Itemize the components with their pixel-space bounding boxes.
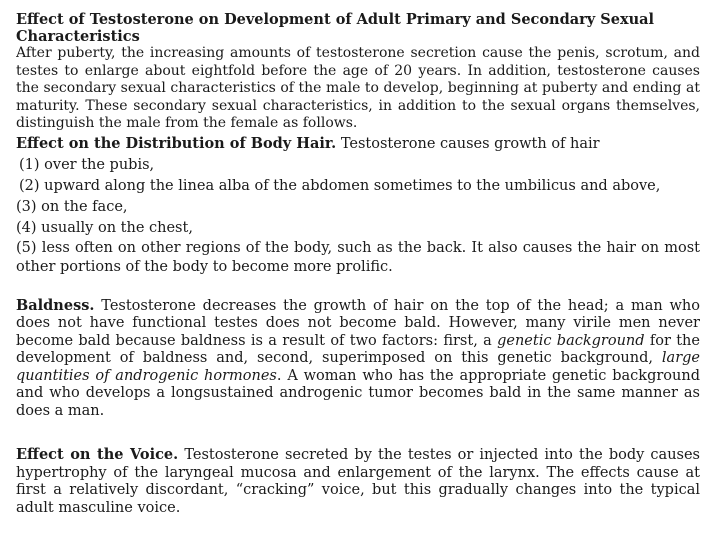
baldness-text-2: for the development of baldness and, second, superimposed on this genetic background, (16, 332, 700, 366)
baldness-text-1: Testosterone decreases the growth of hair on the top of the head; a man who does not have functional testes does not become bald. However, many virile men never become bald because baldness is a result of two factors: first, a (16, 297, 700, 349)
voice-text: Testosterone secreted by the testes or injected into the body causes hypertrophy of the laryngeal mucosa and enlargement of the larynx. The effects cause at first a relatively discordant, “cracking” voice, but this gradually changes into the typical adult masculine voice. (16, 447, 700, 516)
body-hair-item-3: (3) on the face, (16, 198, 128, 215)
baldness-paragraph (16, 297, 700, 421)
body-hair-item-4: (4) usually on the chest, (16, 219, 193, 236)
voice-paragraph (16, 446, 700, 517)
body-hair-heading-line (16, 133, 700, 155)
baldness-italic-1: genetic background (497, 332, 645, 349)
body-hair-lead: Testosterone causes growth of hair (336, 135, 600, 152)
document-page (16, 0, 700, 540)
baldness-italic-2: large quantities of androgenic hormones (16, 350, 700, 384)
baldness-text-3: . A woman who has the appropriate genetic background and who develops a longsustained androgenic tumor becomes bald in the same manner as does a man. (16, 367, 700, 419)
voice-heading: Effect on the Voice. (16, 446, 179, 463)
page-title: Effect of Testosterone on Development of Adult Primary and Secondary Sexual Characteristics (16, 11, 655, 45)
intro-paragraph: After puberty, the increasing amounts of testosterone secretion cause the penis, scrotum, and testes to enlarge about eightfold before the age of 20 years. In addition, testosterone causes the secondary sexual characteristics of the male to develop, beginning at puberty and ending at maturity. These secondary sexual characteristics, in addition to the sexual organs themselves, distinguish the male from the female as follows. (16, 45, 700, 131)
body-hair-item-2: (2) upward along the linea alba of the abdomen sometimes to the umbilicus and above, (19, 177, 661, 194)
body-hair-item-5: (5) less often on other regions of the body, such as the back. It also causes the hair on most other portions of the body to become more prolific. (16, 239, 700, 275)
baldness-heading: Baldness. (16, 296, 95, 314)
body-hair-item-1: (1) over the pubis, (19, 156, 155, 173)
body-hair-heading: Effect on the Distribution of Body Hair. (16, 134, 337, 152)
